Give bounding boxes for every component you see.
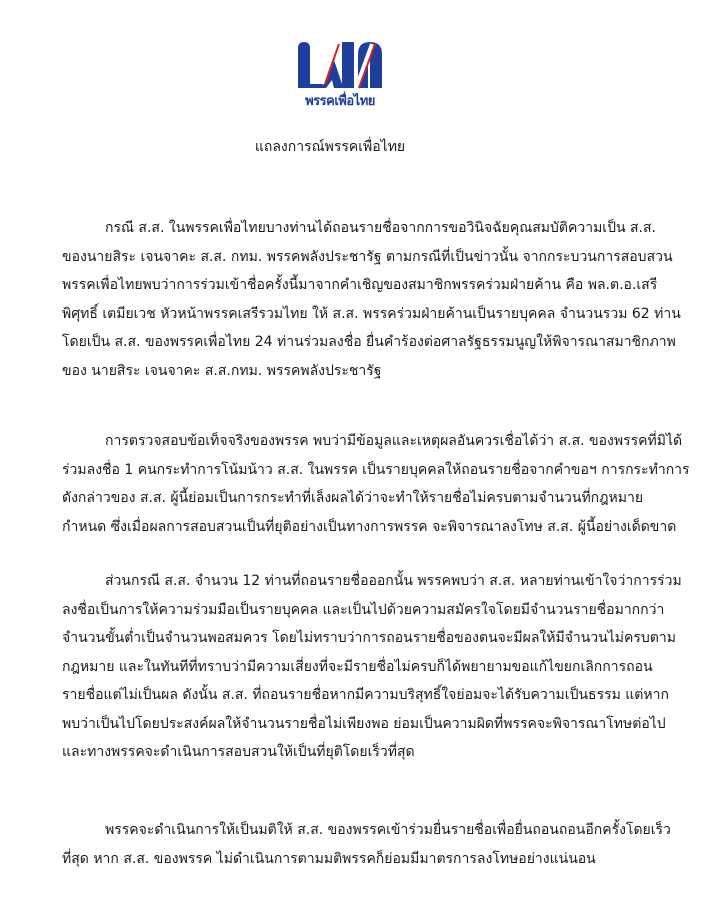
text-line: ลงชื่อเป็นการให้ความร่วมมือเป็นรายบุคคล และเป็นไปด้วยความสมัครใจโดยมีจำนวนรายชื่อมากกว่า [62,601,665,618]
text-line: กฎหมาย และในทันทีที่ทราบว่ามีความเสี่ยงที่จะมีรายชื่อไม่ครบก็ได้พยายามขอแก้ไขยกเลิกการถอน [62,658,653,675]
text-line: โดยเป็น ส.ส. ของพรรคเพื่อไทย 24 ท่านร่วมลงชื่อ ยื่นคำร้องต่อศาลรัฐธรรมนูญให้พิจารณาสมาชิกภาพ [62,334,676,350]
text-line: พรรคจะดำเนินการให้เป็นมติให้ ส.ส. ของพรรคเข้าร่วมยื่นรายชื่อเพื่อยื่นถอนถอนอีกครั้งโดยเร็ว [105,822,671,838]
text-line: และทางพรรคจะดำเนินการสอบสวนให้เป็นที่ยุติโดยเร็วที่สุด [62,744,415,760]
text-line: พิศุทธิ์ เตมียเวช หัวหน้าพรรคเสรีรวมไทย ให้ ส.ส. พรรคร่วมฝ่ายค้านเป็นรายบุคคล จำนวนรวม 62 ท่าน [62,305,681,322]
text-line: รายชื่อแต่ไม่เป็นผล ดังนั้น ส.ส. ที่ถอนรายชื่อหากมีความบริสุทธิ์ใจย่อมจะได้รับความเป็นธรรม แต่หาก [62,687,669,703]
text-line: กำหนด ซึ่งเมื่อผลการสอบสวนเป็นที่ยุติอย่างเป็นทางการพรรค จะพิจารณาลงโทษ ส.ส. ผู้นี้อย่างเด็ดขาด [62,518,677,535]
text-line: พบว่าเป็นไปโดยประสงค์ผลให้จำนวนรายชื่อไม่เพียงพอ ย่อมเป็นความผิดที่พรรคจะพิจารณาโทษต่อไป [62,715,666,732]
text-line: การตรวจสอบข้อเท็จจริงของพรรค พบว่ามีข้อมูลและเหตุผลอันควรเชื่อได้ว่า ส.ส. ของพรรคที่มิได้ [105,433,683,449]
document-title: แถลงการณ์พรรคเพื่อไทย [254,139,406,155]
party-logo-mark [292,40,384,90]
text-line: พรรคเพื่อไทยพบว่าการร่วมเข้าชื่อครั้งนี้มาจากคำเชิญของสมาชิกพรรคร่วมฝ่ายค้าน คือ พล.ต.อ.เสรี [62,277,658,293]
text-line: จำนวนขั้นต่ำเป็นจำนวนพอสมควร โดยไม่ทราบว่าการถอนรายชื่อของตนจะมีผลให้มีจำนวนไม่ครบตาม [62,630,676,646]
text-line: ของนายสิระ เจนจาคะ ส.ส. กทม. พรรคพลังประชารัฐ ตามกรณีที่เป็นข่าวนั้น จากกระบวนการสอบสวน [62,248,673,265]
paragraph-3 [62,567,682,767]
text-line: ร่วมลงชื่อ 1 คนกระทำการโน้มน้าว ส.ส. ในพรรค เป็นรายบุคคลให้ถอนรายชื่อจากคำขอฯ การกระทำการ [62,461,690,478]
paragraph-2 [62,427,690,541]
text-line: กรณี ส.ส. ในพรรคเพื่อไทยบางท่านได้ถอนรายชื่อจากการขอวินิจฉัยคุณสมบัติความเป็น ส.ส. [105,220,656,236]
text-line: ส่วนกรณี ส.ส. จำนวน 12 ท่านที่ถอนรายชื่อออกนั้น พรรคพบว่า ส.ส. หลายท่านเข้าใจว่าการร่วม [105,573,682,589]
text-line: ของ นายสิระ เจนจาคะ ส.ส.กทม. พรรคพลังประชารัฐ [62,362,382,379]
paragraph-4 [62,816,671,873]
paragraph-1 [62,214,681,385]
party-logo [290,40,390,112]
party-logo-text: พรรคเพื่อไทย [305,94,375,109]
text-line: ที่สุด หาก ส.ส. ของพรรค ไม่ดำเนินการตามมติพรรคก็ย่อมมีมาตรการลงโทษอย่างแน่นอน [62,850,596,867]
text-line: ดังกล่าวของ ส.ส. ผู้นี้ย่อมเป็นการกระทำที่เล็งผลได้ว่าจะทำให้รายชื่อไม่ครบตามจำนวนที่กฎหมาย [62,490,644,506]
